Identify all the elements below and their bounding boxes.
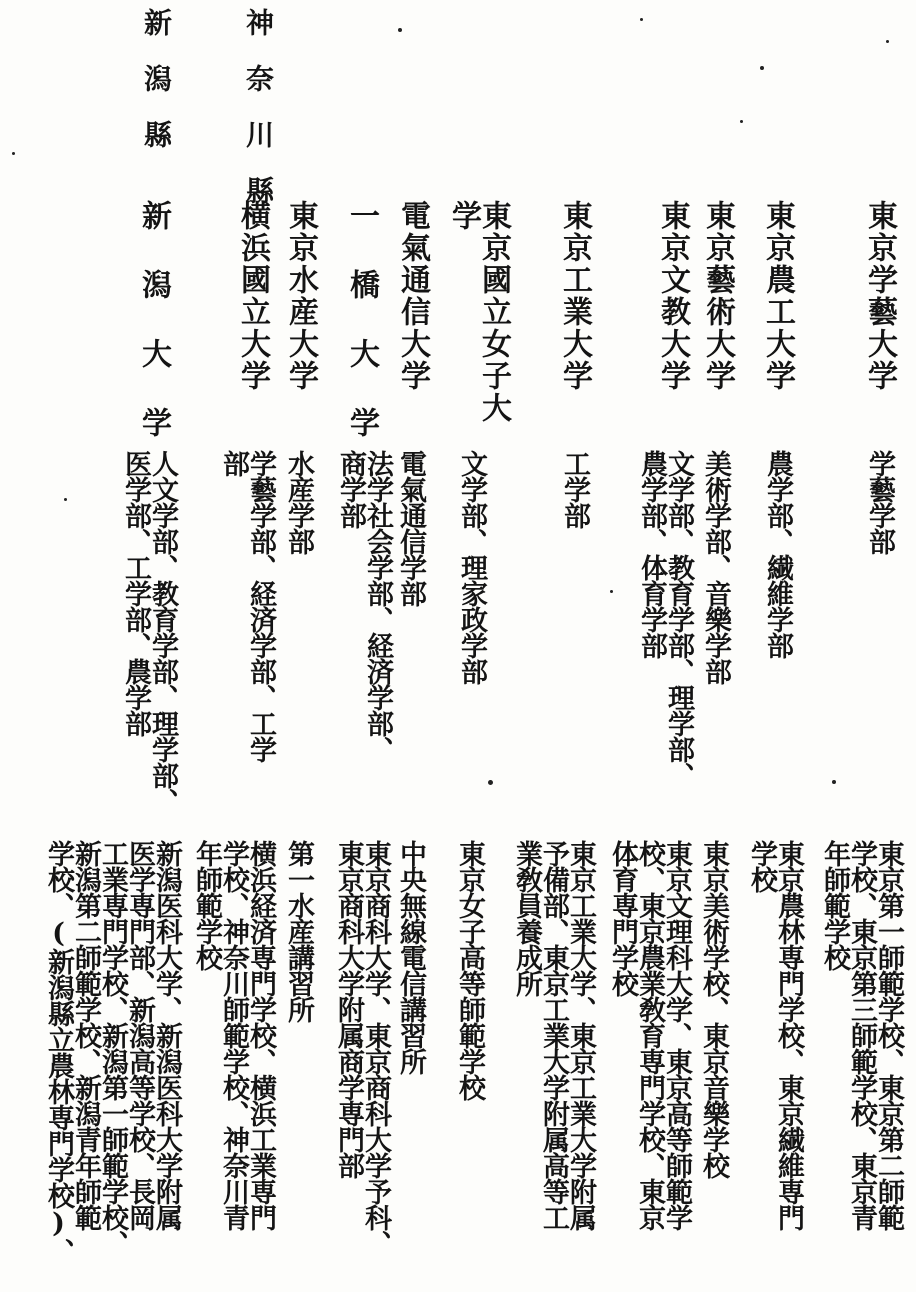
predecessor-schools: 東京女子高等師範学校	[454, 840, 485, 1100]
prefecture-kanagawa: 神奈川縣	[242, 8, 275, 232]
print-speck	[12, 152, 15, 155]
print-speck	[488, 780, 493, 785]
university-name: 電氣通信大学	[395, 200, 430, 392]
faculties: 法学社会学部、経済学部、 商学部	[335, 450, 393, 762]
university-name: 東京学藝大学	[862, 200, 897, 392]
faculties: 人文学部、教育学部、理学部、 医学部、工学部、農学部	[120, 450, 178, 814]
print-speck	[886, 40, 889, 43]
university-name: 東京水産大学	[283, 200, 318, 392]
university-name: 東京工業大学	[557, 200, 592, 392]
predecessor-schools: 東京美術学校、東京音樂学校	[698, 840, 729, 1178]
university-name: 一 橋 大 学	[344, 200, 379, 439]
predecessor-schools: 東京商科大学、東京商科大学予科、 東京商科大学附属商学専門部	[333, 840, 391, 1256]
faculties: 農学部、繊維学部	[762, 450, 793, 658]
faculties: 水産学部	[283, 450, 314, 554]
print-speck	[760, 66, 764, 70]
print-speck	[640, 18, 643, 21]
print-speck	[64, 498, 67, 501]
predecessor-schools: 東京文理科大学、東京高等師範学 校、東京農業敎育専門学校、東京 体育専門学校	[607, 840, 692, 1230]
predecessor-schools: 第一水産講習所	[283, 840, 314, 1022]
predecessor-schools: 東京農林専門学校、東京繊維専門 学校	[746, 840, 804, 1230]
faculties: 文学部、理家政学部	[456, 450, 487, 684]
predecessor-schools: 中央無線電信講習所	[395, 840, 426, 1074]
university-name: 横浜國立大学	[235, 200, 270, 392]
print-speck	[740, 120, 743, 123]
print-speck	[610, 590, 613, 593]
university-name: 新 潟 大 学	[136, 200, 171, 439]
university-name: 東京藝術大学	[700, 200, 735, 392]
faculties: 学藝学部	[864, 450, 895, 554]
university-name: 東京農工大学	[760, 200, 795, 392]
print-speck	[398, 28, 402, 32]
faculties: 文学部、教育学部、理学部、 農学部、体育学部	[636, 450, 694, 788]
print-speck	[832, 780, 836, 784]
predecessor-schools: 東京第一師範学校、東京第二師範 学校、東京第三師範学校、東京青 年師範学校	[819, 840, 904, 1230]
university-name: 東京國立女子大 学	[446, 200, 511, 424]
university-name: 東京文教大学	[655, 200, 690, 392]
predecessor-schools: 横浜経済専門学校、横浜工業専門 学校、神奈川師範学校、神奈川青 年師範学校	[191, 840, 276, 1230]
predecessor-schools: 東京工業大学、東京工業大学附属 予備部、東京工業大学附属高等工 業敎員養成所	[511, 840, 596, 1230]
faculties: 学藝学部、経済学部、工学 部	[218, 450, 276, 762]
faculties: 美術学部、音樂学部	[700, 450, 731, 684]
faculties: 工学部	[559, 450, 590, 528]
prefecture-niigata: 新潟縣	[140, 8, 173, 176]
faculties: 電氣通信学部	[395, 450, 426, 606]
predecessor-schools: 新潟医科大学、新潟医科大学附属 医学専門部、新潟高等学校、長岡 工業専門学校、新潟第一師範学校、 新潟第二師範学校、新潟青年師範 学校、(新潟縣立農林専門学校)、	[43, 840, 182, 1264]
